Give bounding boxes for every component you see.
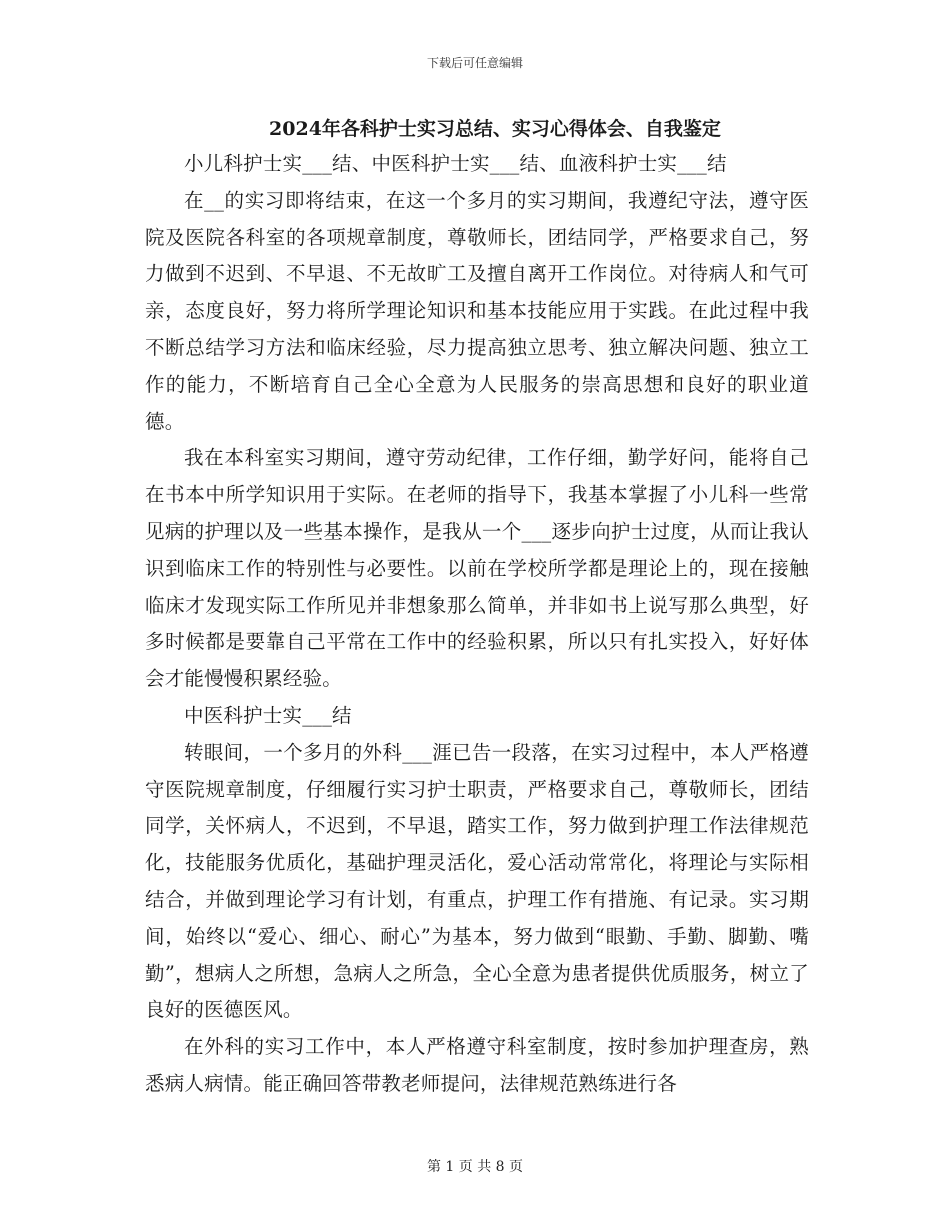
paragraph: 在__的实习即将结束，在这一个多月的实习期间，我遵纪守法，遵守医院及医院各科室的各项规章制度，尊敬师长，团结同学，严格要求自己，努力做到不迟到、不早退、不无故旷工及擅自离开工作岗位。对待病人和气可亲，态度良好，努力将所学理论知识和基本技能应用于实践。在此过程中我不断总结学习方法和临床经验，尽力提高独立思考、独立解决问题、独立工作的能力，不断培育自己全心全意为人民服务的崇高思想和良好的职业道德。 (145, 188, 809, 433)
paragraph-subtitle: 小儿科护士实___结、中医科护士实___结、血液科护士实___结 (184, 152, 727, 175)
document-body (145, 146, 809, 1103)
page-number: 第 1 页 共 8 页 (426, 1159, 524, 1175)
document-title: 2024年各科护士实习总结、实习心得体会、自我鉴定 (269, 118, 721, 140)
paragraph: 在外科的实习工作中，本人严格遵守科室制度，按时参加护理查房，熟悉病人病情。能正确回答带教老师提问，法律规范熟练进行各 (145, 1035, 809, 1095)
section-heading: 中医科护士实___结 (184, 703, 352, 727)
paragraph: 转眼间，一个多月的外科___涯已告一段落，在实习过程中，本人严格遵守医院规章制度，仔细履行实习护士职责，严格要求自己，尊敬师长，团结同学，关怀病人，不迟到，不早退，踏实工作，努力做到护理工作法律规范化，技能服务优质化，基础护理灵活化，爱心活动常常化，将理论与实际相结合，并做到理论学习有计划，有重点，护理工作有措施、有记录。实习期间，始终以“爱心、细心、耐心”为基本，努力做到“眼勤、手勤、脚勤、嘴勤”，想病人之所想，急病人之所急，全心全意为患者提供优质服务，树立了良好的医德医风。 (145, 740, 809, 1022)
paragraph: 我在本科室实习期间，遵守劳动纪律，工作仔细，勤学好问，能将自己在书本中所学知识用于实际。在老师的指导下，我基本掌握了小儿科一些常见病的护理以及一些基本操作，是我从一个___逐步向护士过度，从而让我认识到临床工作的特别性与必要性。以前在学校所学都是理论上的，现在接触临床才发现实际工作所见并非想象那么简单，并非如书上说写那么典型，好多时候都是要靠自己平常在工作中的经验积累，所以只有扎实投入，好好体会才能慢慢积累经验。 (145, 446, 809, 691)
header-note: 下载后可任意编辑 (426, 56, 523, 70)
